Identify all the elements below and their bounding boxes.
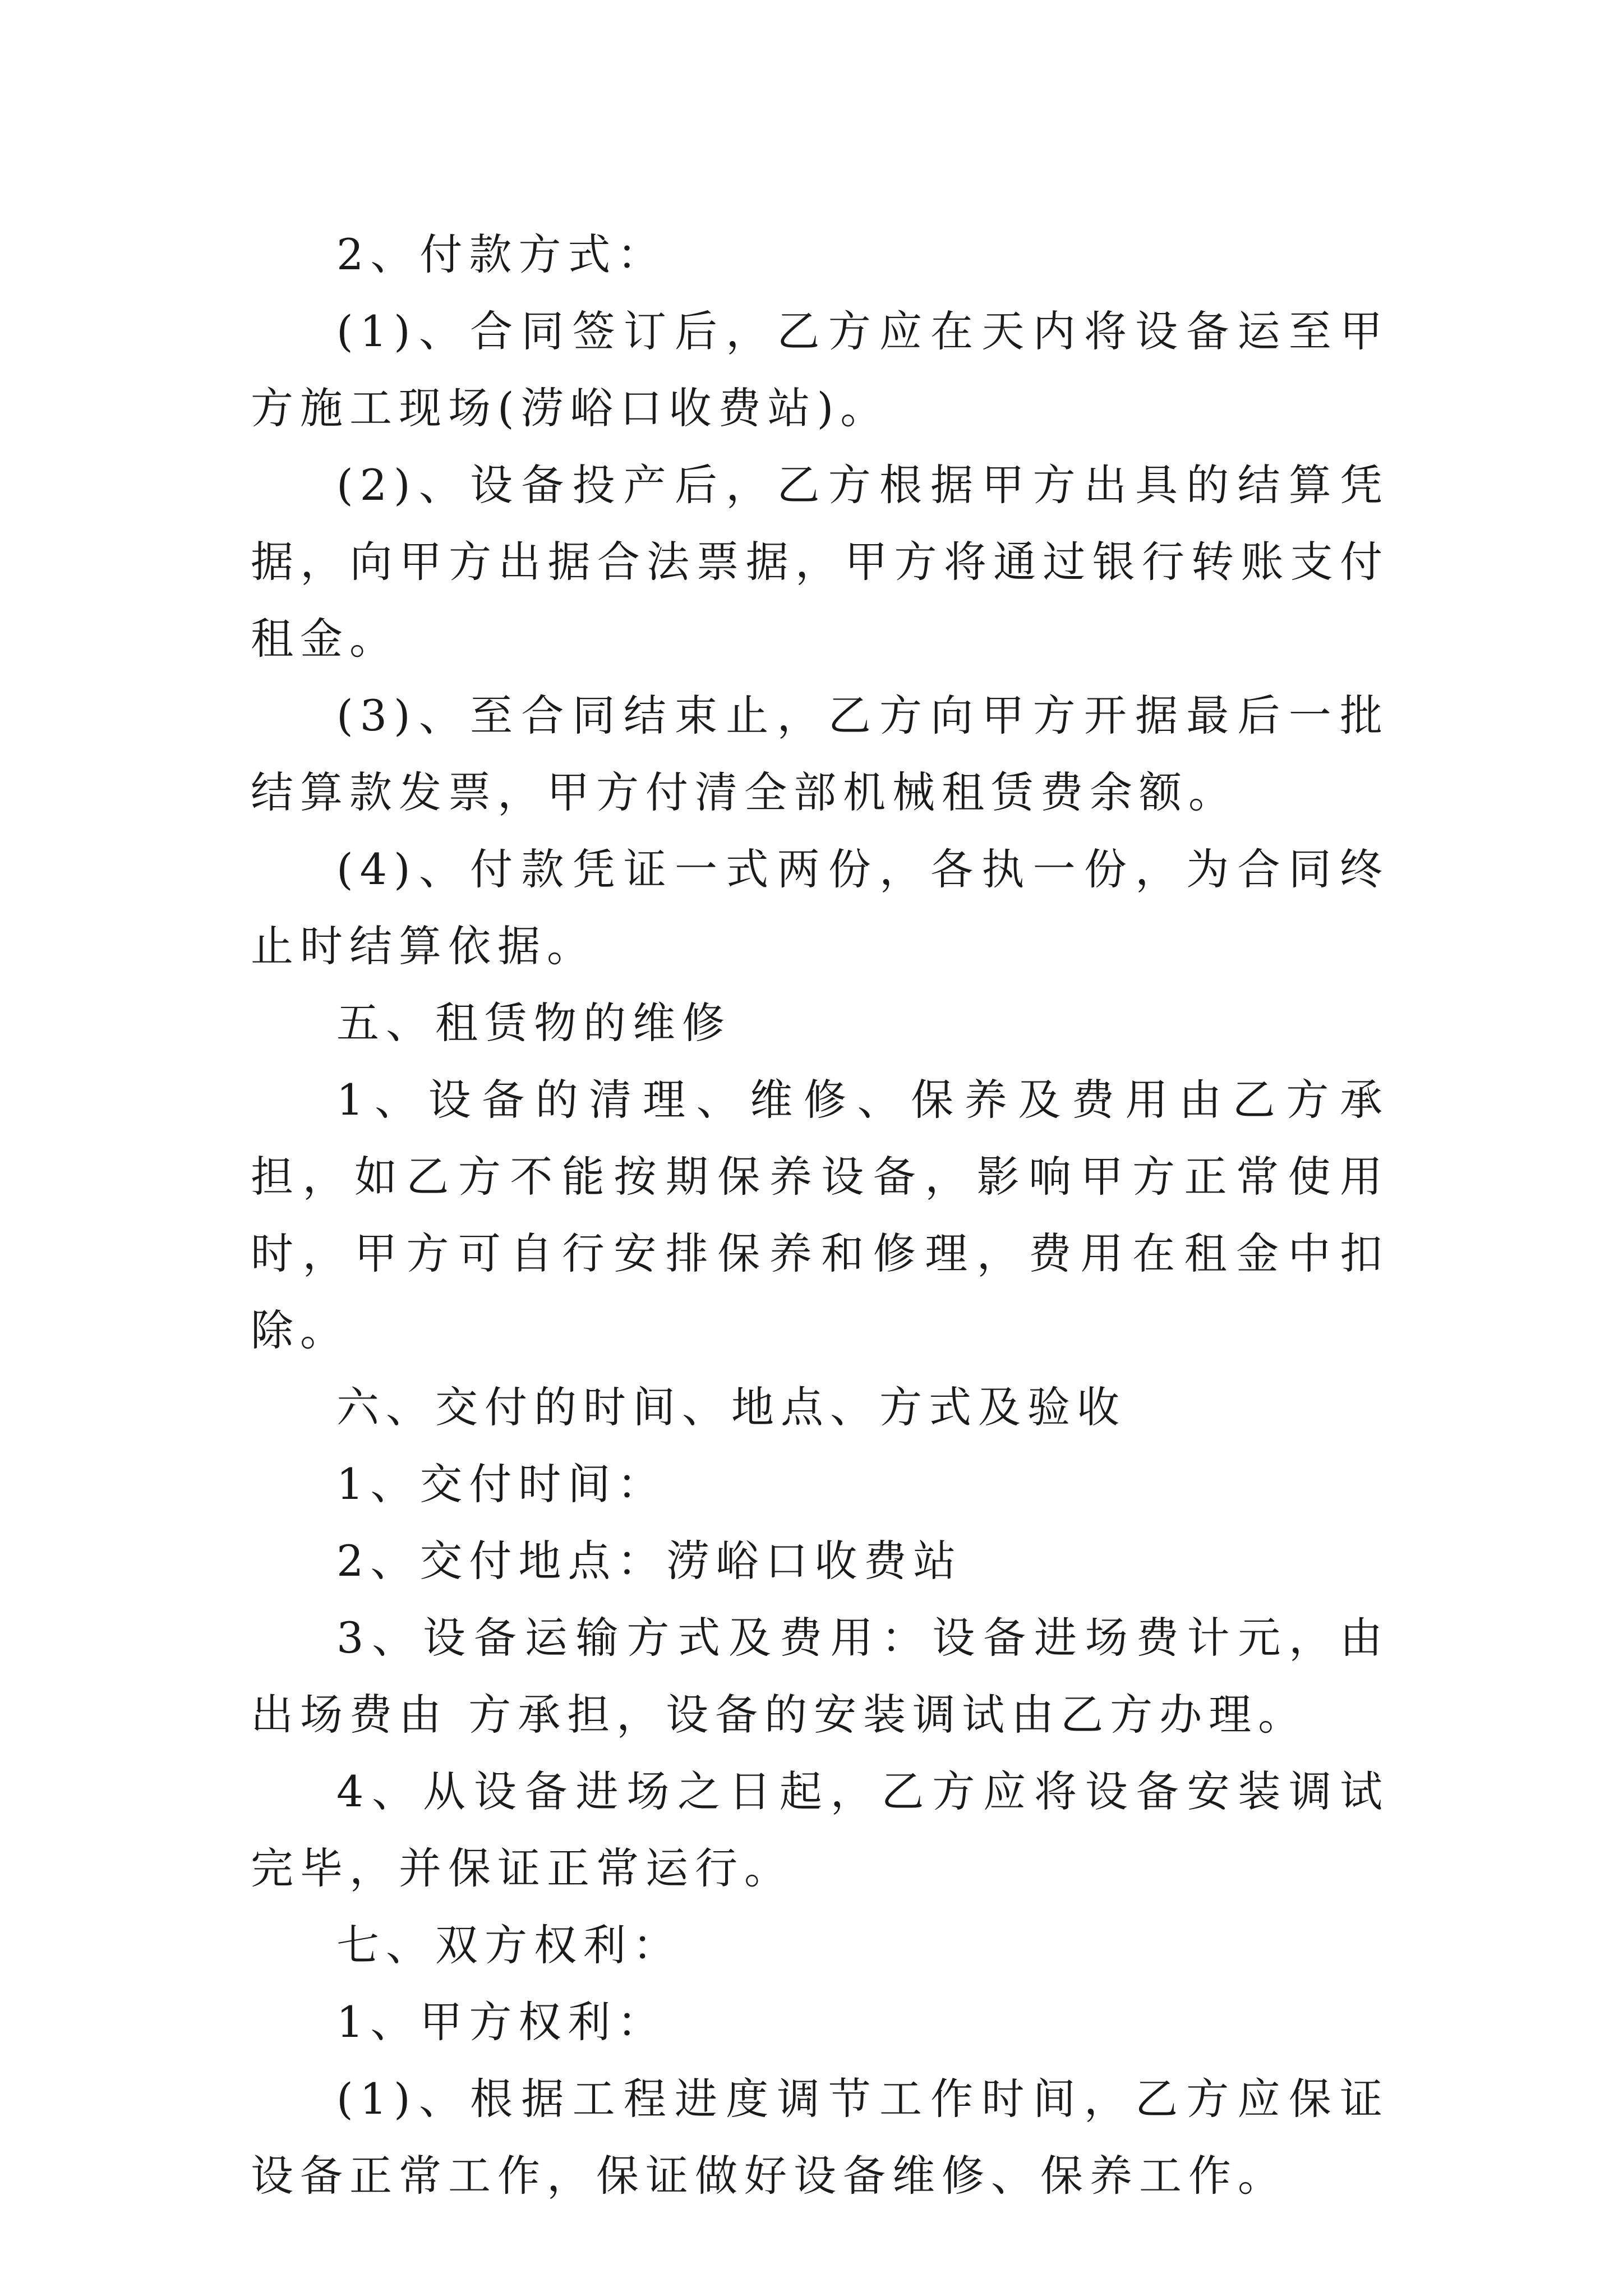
document-body (251, 216, 1389, 2214)
paragraph-delivery-transport: 3、设备运输方式及费用：设备进场费计元，由出场费由 方承担，设备的安装调试由乙方办理。 (251, 1613, 1389, 1740)
paragraph-party-a-rights-1: (1)、根据工程进度调节工作时间，乙方应保证设备正常工作，保证做好设备维修、保养工作。 (251, 2074, 1389, 2201)
paragraph-payment-4: (4)、付款凭证一式两份，各执一份，为合同终止时结算依据。 (251, 844, 1389, 971)
paragraph-delivery-place: 2、交付地点：涝峪口收费站 (336, 1536, 963, 1586)
section-heading-delivery: 六、交付的时间、地点、方式及验收 (336, 1382, 1126, 1432)
paragraph-payment-3: (3)、至合同结束止，乙方向甲方开据最后一批结算款发票，甲方付清全部机械租赁费余额。 (251, 691, 1389, 817)
paragraph-payment-2: (2)、设备投产后，乙方根据甲方出具的结算凭据，向甲方出据合法票据，甲方将通过银行转账支付租金。 (251, 460, 1389, 664)
paragraph-delivery-install: 4、从设备进场之日起，乙方应将设备安装调试完毕，并保证正常运行。 (251, 1766, 1389, 1893)
section-heading-rights: 七、双方权利： (336, 1920, 682, 1970)
paragraph-payment-1: (1)、合同签订后，乙方应在天内将设备运至甲方施工现场(涝峪口收费站)。 (251, 306, 1389, 433)
section-heading-maintenance: 五、租赁物的维修 (336, 998, 731, 1048)
paragraph-party-a-rights: 1、甲方权利： (336, 1997, 667, 2047)
paragraph-delivery-time: 1、交付时间： (336, 1459, 667, 1509)
paragraph-maintenance-1: 1、设备的清理、维修、保养及费用由乙方承担，如乙方不能按期保养设备，影响甲方正常使用时，甲方可自行安排保养和修理，费用在租金中扣除。 (251, 1075, 1389, 1355)
paragraph-payment-method: 2、付款方式： (336, 229, 667, 279)
